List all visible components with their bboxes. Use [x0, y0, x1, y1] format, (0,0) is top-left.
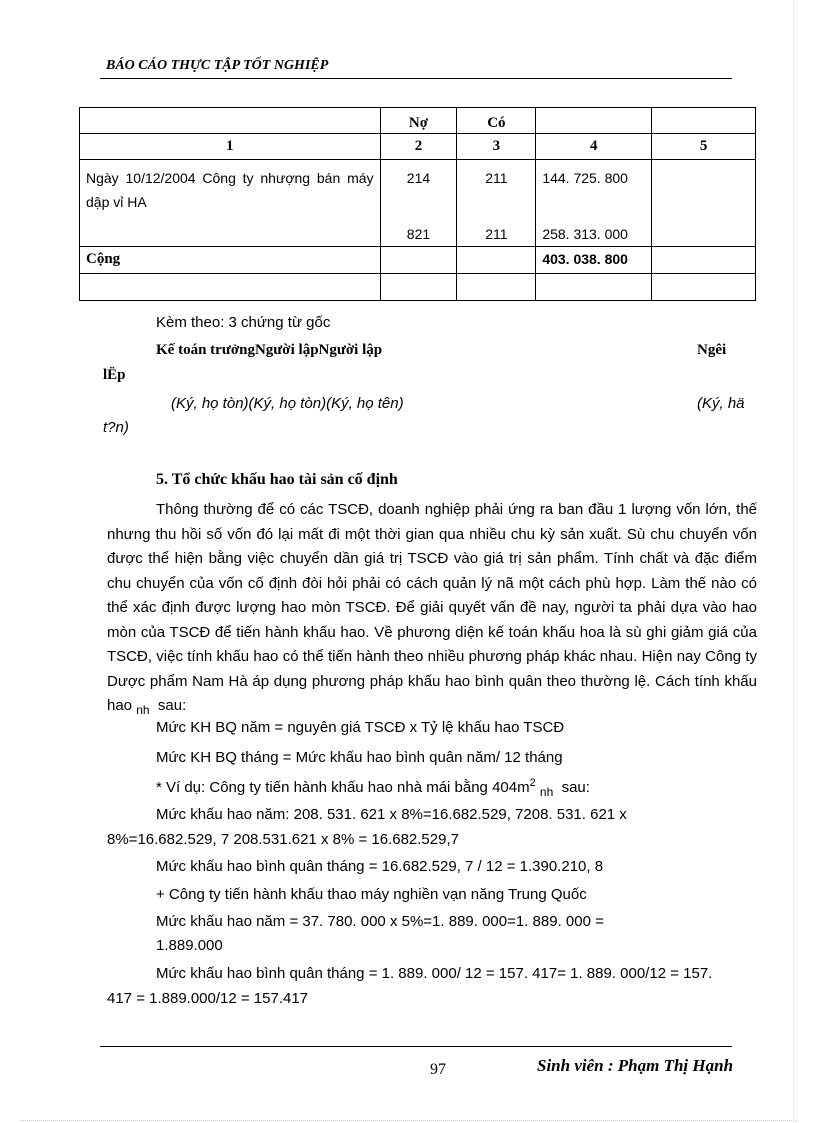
credit-account: 211: [485, 170, 508, 186]
calc-line: 1.889.000: [156, 937, 223, 954]
debit-account: 214: [406, 170, 431, 186]
formula-month: Mức KH BQ tháng = Mức khấu hao bình quân năm/ 12 tháng: [156, 749, 563, 766]
entry-amount-cell: [536, 160, 652, 247]
paragraph-end: sau:: [157, 697, 187, 714]
example-end: sau:: [561, 779, 590, 796]
formula-year: Mức KH BQ năm = nguyên giá TSCĐ x Tỷ lệ khấu hao TSCĐ: [156, 719, 565, 736]
col-number: 5: [652, 134, 756, 160]
entry-no-cell: [380, 160, 457, 247]
header-rule: [100, 78, 732, 79]
attachments-note: Kèm theo: 3 chứng từ gốc: [156, 314, 331, 331]
signer-right-title: Ngêi: [697, 342, 727, 358]
example-line: [156, 777, 590, 799]
amount-value: 258. 313. 000: [542, 226, 628, 242]
entry-description: Ngày 10/12/2004 Công ty nhượng bán máy dập vỉ HA: [80, 160, 381, 247]
example-sup: 2: [529, 777, 536, 789]
col-number: 4: [536, 134, 652, 160]
total-label: Cộng: [80, 247, 381, 274]
table-row: [80, 160, 756, 247]
calc-line: Mức khấu hao bình quân tháng = 1. 889. 000/ 12 = 157. 417= 1. 889. 000/12 = 157.: [156, 965, 713, 982]
paragraph-sub: nh: [136, 703, 150, 717]
total-row: [80, 247, 756, 274]
header-no: Nợ: [380, 108, 457, 134]
paragraph-text: Thông thường để có các TSCĐ, doanh nghiệp phải ứng ra ban đầu 1 lượng vốn lớn, thế nhưng thu hồi số vốn đó lại mất đi một thời gian qua nhiều chu kỳ sản xuất. Sù chu chuyển vốn được thể hiện bằng việc chuyển dần giá trị TSCĐ vào giá trị sản phẩm. Tính chất và đặc điểm chu chuyển của vốn cố định đòi hỏi phải có cách quản lý nã một cách phù hợp. Làm thế nào có thể xác định được lượng hao mòn TSCĐ. Để giải quyết vấn đề nay, người ta phải dựa vào hao mòn của TSCĐ để tiến hành khấu hao. Về phương diện kế toán khấu hoa là sù ghi giảm giá của TSCĐ, việc tính khấu hao có thể tiến hành theo nhiều phương pháp khác nhau. Hiện nay Công ty Dược phẩm Nam Hà áp dụng phương pháp khấu hao bình quân theo thường lệ. Cách tính khấu hao: [107, 501, 757, 714]
calc-line: Mức khấu hao năm: 208. 531. 621 x 8%=16.682.529, 7208. 531. 621 x: [156, 806, 627, 823]
column-number-row: [80, 134, 756, 160]
col-number: 1: [80, 134, 381, 160]
signer-right-note: (Ký, hä: [697, 395, 745, 412]
col-number: 2: [380, 134, 457, 160]
header-co: Có: [457, 108, 536, 134]
table-header-row: [80, 108, 756, 134]
report-header-title: BÁO CÁO THỰC TẬP TỐT NGHIỆP: [106, 58, 329, 73]
signer-wrap: lËp: [103, 367, 126, 383]
signer-titles: Kế toán trưởngNgười lậpNgười lập: [156, 342, 383, 358]
signer-wrap-note: t?n): [103, 419, 129, 436]
calc-line: Mức khấu hao bình quân tháng = 16.682.529, 7 / 12 = 1.390.210, 8: [156, 858, 604, 875]
empty-row: [80, 274, 756, 301]
calc-line: 417 = 1.889.000/12 = 157.417: [107, 990, 309, 1007]
col-number: 3: [457, 134, 536, 160]
calc-line: 8%=16.682.529, 7 208.531.621 x 8% = 16.682.529,7: [107, 831, 459, 848]
example-sub: nh: [539, 785, 554, 799]
credit-account: 211: [485, 226, 508, 242]
student-name: Sinh viên : Phạm Thị Hạnh: [537, 1056, 734, 1075]
ledger-table: [79, 107, 756, 301]
page-number: 97: [430, 1061, 446, 1078]
footer-rule: [100, 1046, 732, 1047]
body-paragraph: [107, 498, 757, 723]
example-text: * Ví dụ: Công ty tiến hành khấu hao nhà mái bằng 404m: [156, 779, 530, 796]
debit-account: 821: [406, 226, 431, 242]
section-heading: 5. Tổ chức khấu hao tài sản cố định: [156, 471, 398, 488]
signer-notes: (Ký, họ tòn)(Ký, họ tòn)(Ký, họ tên): [171, 395, 404, 412]
entry-co-cell: [457, 160, 536, 247]
page-edge-dotted: [20, 1120, 796, 1121]
calc-line: Mức khấu hao năm = 37. 780. 000 x 5%=1. 889. 000=1. 889. 000 =: [156, 913, 604, 930]
amount-value: 144. 725. 800: [542, 170, 628, 186]
page-edge-dotted-vertical: [793, 0, 794, 1123]
total-amount: 403. 038. 800: [536, 247, 652, 274]
calc-line: + Công ty tiến hành khấu thao máy nghiền vạn năng Trung Quốc: [156, 886, 587, 903]
